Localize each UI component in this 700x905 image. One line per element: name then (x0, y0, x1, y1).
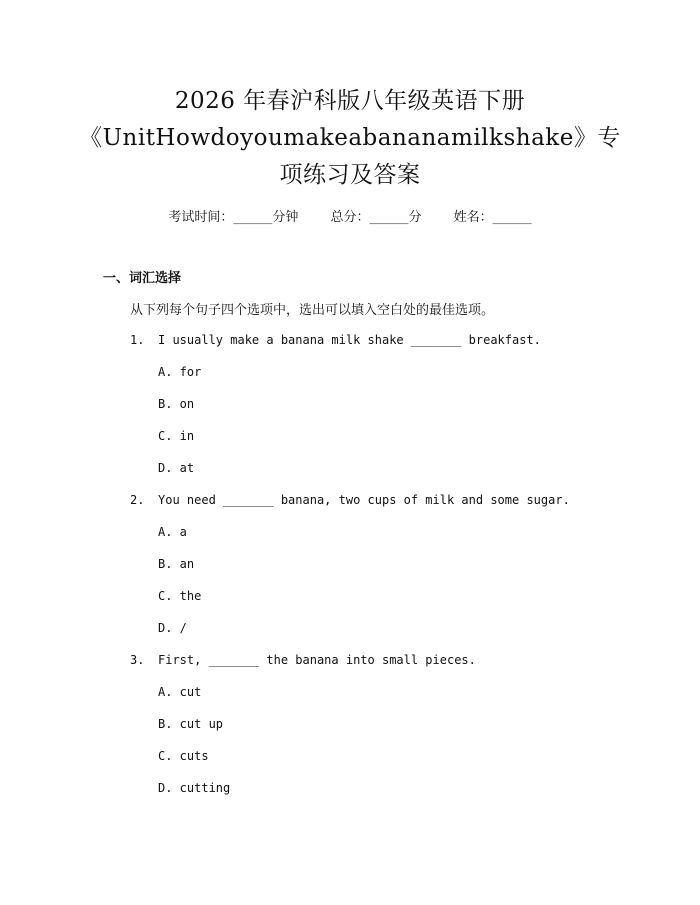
section-heading: 一、词汇选择 (103, 271, 182, 286)
option-1b: B. on (158, 397, 195, 411)
section-instruction: 从下列每个句子四个选项中，选出可以填入空白处的最佳选项。 (130, 303, 495, 318)
question-number: 2. (130, 493, 145, 507)
title-line-3: 项练习及答案 (279, 162, 421, 188)
option-2c: C. the (158, 589, 202, 603)
question-2 (130, 491, 630, 523)
option-2d: D. / (158, 621, 187, 635)
option-2a: A. a (158, 525, 187, 539)
student-name: 姓名：______ (453, 210, 532, 225)
exam-score: 总分：______分 (330, 210, 422, 225)
title-line-1: 2026 年春沪科版八年级英语下册 (174, 88, 526, 114)
option-3c: C. cuts (158, 749, 209, 763)
option-2b: B. an (158, 557, 195, 571)
title-line-2: 《UnitHowdoyoumakeabananamilkshake》专 (79, 125, 621, 151)
question-text: I usually make a banana milk shake _______ breakfast. (158, 333, 541, 347)
exam-info (0, 206, 700, 225)
question-1 (130, 331, 630, 363)
question-3 (130, 651, 630, 683)
question-number: 3. (130, 653, 145, 667)
option-3a: A. cut (158, 685, 202, 699)
document-title (0, 83, 700, 194)
option-1c: C. in (158, 429, 195, 443)
option-1a: A. for (158, 365, 202, 379)
option-1d: D. at (158, 461, 195, 475)
question-text: You need _______ banana, two cups of milk and some sugar. (158, 493, 570, 507)
question-text: First, _______ the banana into small pieces. (158, 653, 476, 667)
exam-time: 考试时间：______分钟 (168, 210, 299, 225)
option-3b: B. cut up (158, 717, 224, 731)
question-number: 1. (130, 333, 145, 347)
question-list (130, 331, 630, 811)
option-3d: D. cutting (158, 781, 231, 795)
